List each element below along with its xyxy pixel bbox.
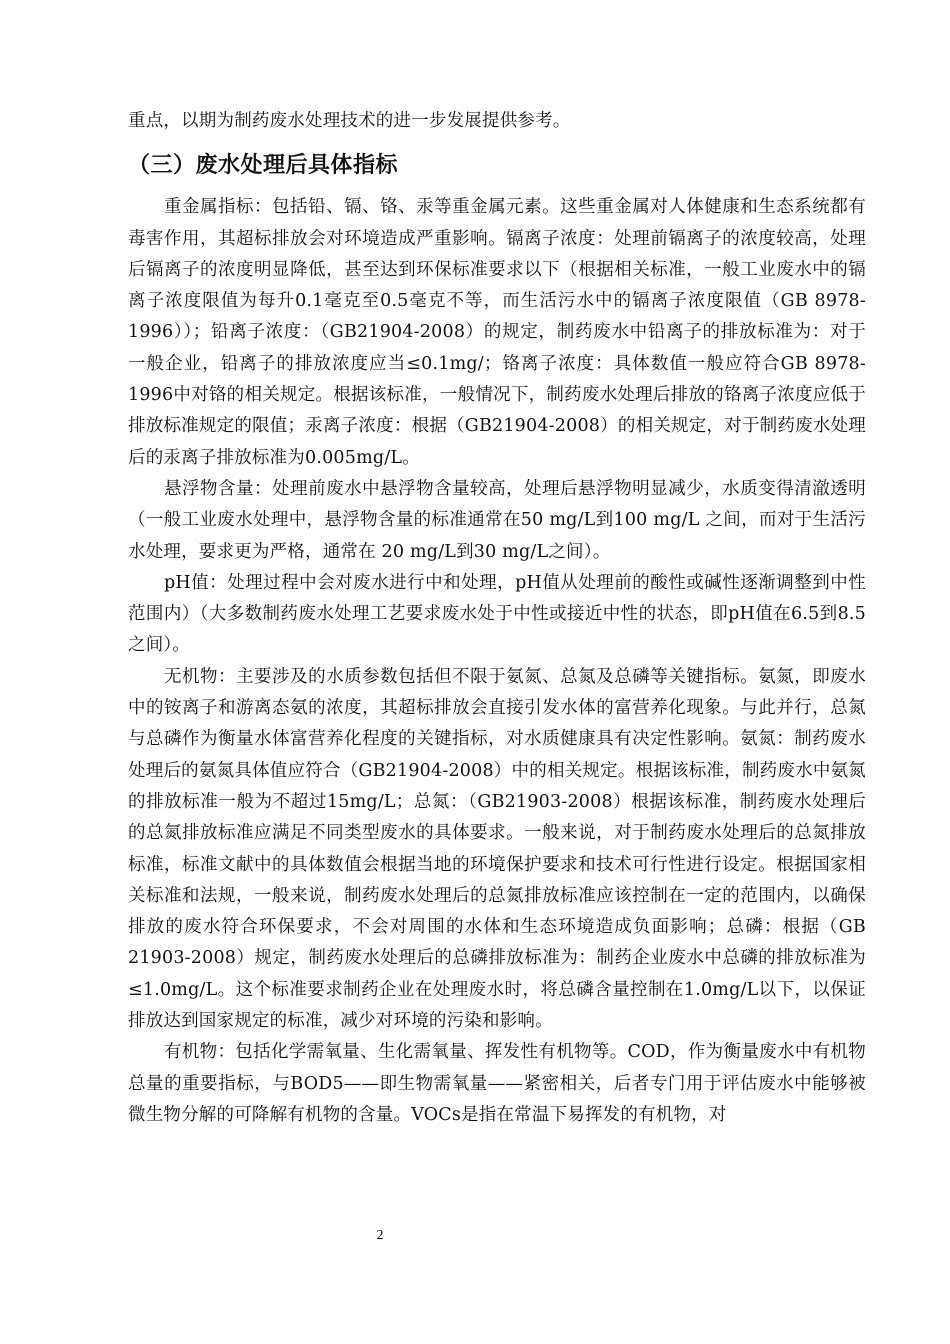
organics-paragraph: 有机物：包括化学需氧量、生化需氧量、挥发性有机物等。COD，作为衡量废水中有机物总量的重要指标，与BOD5——即生物需氧量——紧密相关，后者专门用于评估废水中能够被微生物分解的可降解有机物的含量。VOCs是指在常温下易挥发的有机物，对 [128, 1042, 866, 1125]
suspended-solids-paragraph: 悬浮物含量：处理前废水中悬浮物含量较高，处理后悬浮物明显减少，水质变得清澈透明（一般工业废水处理中，悬浮物含量的标准通常在50 mg/L到100 mg/L 之间，而对于生活污水处理，要求更为严格，通常在 20 mg/L到30 mg/L之间）。 [128, 478, 866, 562]
page-body [128, 106, 866, 1131]
page-number: 2 [376, 1228, 384, 1243]
section-heading: （三）废水处理后具体指标 [128, 153, 399, 179]
ph-value-paragraph: pH值：处理过程中会对废水进行中和处理，pH值从处理前的酸性或碱性逐渐调整到中性范围内）（大多数制药废水处理工艺要求废水处于中性或接近中性的状态，即pH值在6.5到8.5之间）。 [128, 572, 866, 656]
intro-continuation-paragraph: 重点，以期为制药废水处理技术的进一步发展提供参考。 [128, 111, 571, 131]
heavy-metals-paragraph: 重金属指标：包括铅、镉、铬、汞等重金属元素。这些重金属对人体健康和生态系统都有毒害作用，其超标排放会对环境造成严重影响。镉离子浓度：处理前镉离子的浓度较高，处理后镉离子的浓度明显降低，甚至达到环保标准要求以下（根据相关标准，一般工业废水中的镉离子浓度限值为每升0.1毫克至0.5毫克不等，而生活污水中的镉离子浓度限值（GB 8978-1996））；铅离子浓度：（GB21904-2008）的规定，制药废水中铅离子的排放标准为：对于一般企业，铅离子的排放浓度应当≤0.1mg/；铬离子浓度：具体数值一般应符合GB 8978-1996中对铬的相关规定。根据该标准，一般情况下，制药废水处理后排放的铬离子浓度应低于排放标准规定的限值；汞离子浓度：根据（GB21904-2008）的相关规定，对于制药废水处理后的汞离子排放标准为0.005mg/L。 [128, 197, 866, 468]
inorganics-paragraph: 无机物：主要涉及的水质参数包括但不限于氨氮、总氮及总磷等关键指标。氨氮，即废水中的铵离子和游离态氨的浓度，其超标排放会直接引发水体的富营养化现象。与此并行，总氮与总磷作为衡量水体富营养化程度的关键指标，对水质健康具有决定性影响。氨氮：制药废水处理后的氨氮具体值应符合（GB21904-2008）中的相关规定。根据该标准，制药废水中氨氮的排放标准一般为不超过15mg/L；总氮：（GB21903-2008）根据该标准，制药废水处理后的总氮排放标准应满足不同类型废水的具体要求。一般来说，对于制药废水处理后的总氮排放标准，标准文献中的具体数值会根据当地的环境保护要求和技术可行性进行设定。根据国家相关标准和法规，一般来说，制药废水处理后的总氮排放标准应该控制在一定的范围内，以确保排放的废水符合环保要求，不会对周围的水体和生态环境造成负面影响；总磷：根据（GB 21903-2008）规定，制药废水处理后的总磷排放标准为：制药企业废水中总磷的排放标准为≤1.0mg/L。这个标准要求制药企业在处理废水时，将总磷含量控制在1.0mg/L以下，以保证排放达到国家规定的标准，减少对环境的污染和影响。 [128, 666, 866, 1032]
